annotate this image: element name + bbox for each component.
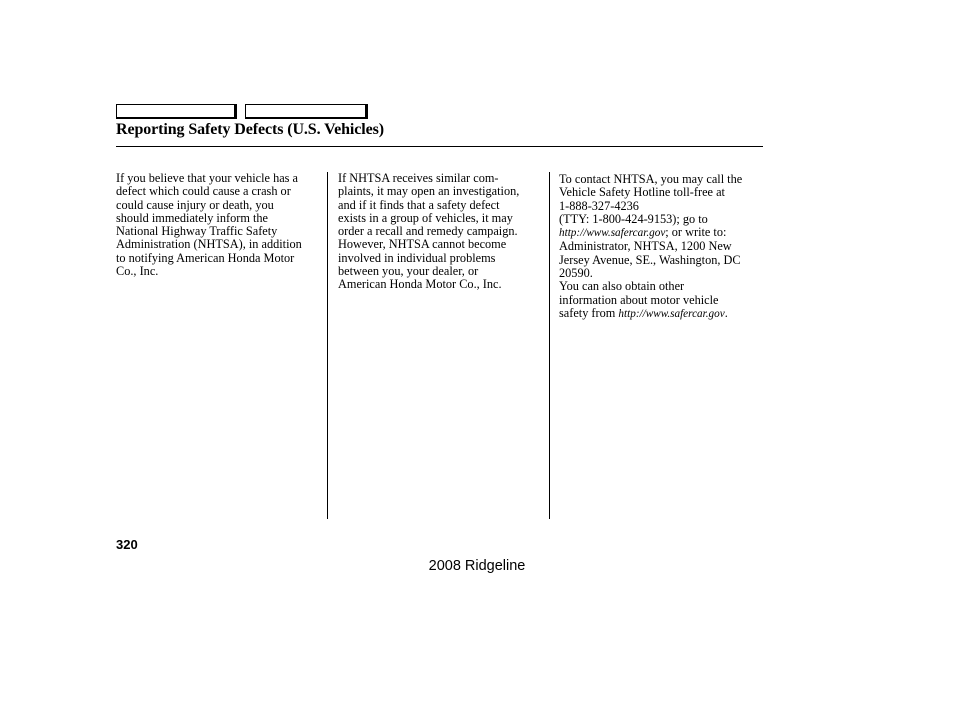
text-line: Administrator, NHTSA, 1200 New <box>559 239 732 254</box>
text-line: 1-888-327-4236 <box>559 198 639 213</box>
text-line: involved in individual problems <box>338 250 496 265</box>
title-rule <box>116 146 763 147</box>
text-fragment: . <box>724 305 728 320</box>
text-line <box>559 307 765 321</box>
safercar-link[interactable]: http://www.safercar.gov <box>559 227 666 240</box>
column-divider <box>549 172 550 519</box>
text-line <box>559 226 765 240</box>
column-divider <box>327 172 328 519</box>
text-line: defect which could cause a crash or <box>116 184 291 199</box>
text-line: However, NHTSA cannot become <box>338 237 507 252</box>
text-line: could cause injury or death, you <box>116 197 274 212</box>
nav-tab-1[interactable] <box>116 104 237 119</box>
text-line: between you, your dealer, or <box>338 264 479 279</box>
text-line: plaints, it may open an investigation, <box>338 184 520 199</box>
page-number: 320 <box>116 537 138 552</box>
column-2 <box>338 172 544 292</box>
text-fragment: ; or write to: <box>665 225 727 240</box>
text-line: Jersey Avenue, SE., Washington, DC <box>559 252 741 267</box>
page-title: Reporting Safety Defects (U.S. Vehicles) <box>116 121 384 138</box>
footer-model: 2008 Ridgeline <box>428 558 526 574</box>
text-line: If you believe that your vehicle has a <box>116 171 298 185</box>
text-line: If NHTSA receives similar com- <box>338 171 499 185</box>
text-line: exists in a group of vehicles, it may <box>338 210 513 225</box>
text-line: Vehicle Safety Hotline toll-free at <box>559 185 725 200</box>
text-line: Co., Inc. <box>116 264 159 279</box>
text-fragment: safety from <box>559 305 619 320</box>
text-line: National Highway Traffic Safety <box>116 224 278 239</box>
text-line: To contact NHTSA, you may call the <box>559 172 743 186</box>
text-line: should immediately inform the <box>116 210 268 225</box>
nav-tab-2[interactable] <box>245 104 368 119</box>
text-line: order a recall and remedy campaign. <box>338 224 518 239</box>
text-line: and if it finds that a safety defect <box>338 197 500 212</box>
text-line: information about motor vehicle <box>559 292 719 307</box>
column-3 <box>559 173 765 321</box>
column-1 <box>116 172 322 278</box>
safercar-link[interactable]: http://www.safercar.gov <box>618 307 725 320</box>
text-line: 20590. <box>559 266 593 281</box>
text-line: to notifying American Honda Motor <box>116 250 295 265</box>
text-line: You can also obtain other <box>559 279 685 294</box>
text-line: (TTY: 1-800-424-9153); go to <box>559 211 708 226</box>
text-line: Administration (NHTSA), in addition <box>116 237 302 252</box>
text-line: American Honda Motor Co., Inc. <box>338 277 502 292</box>
